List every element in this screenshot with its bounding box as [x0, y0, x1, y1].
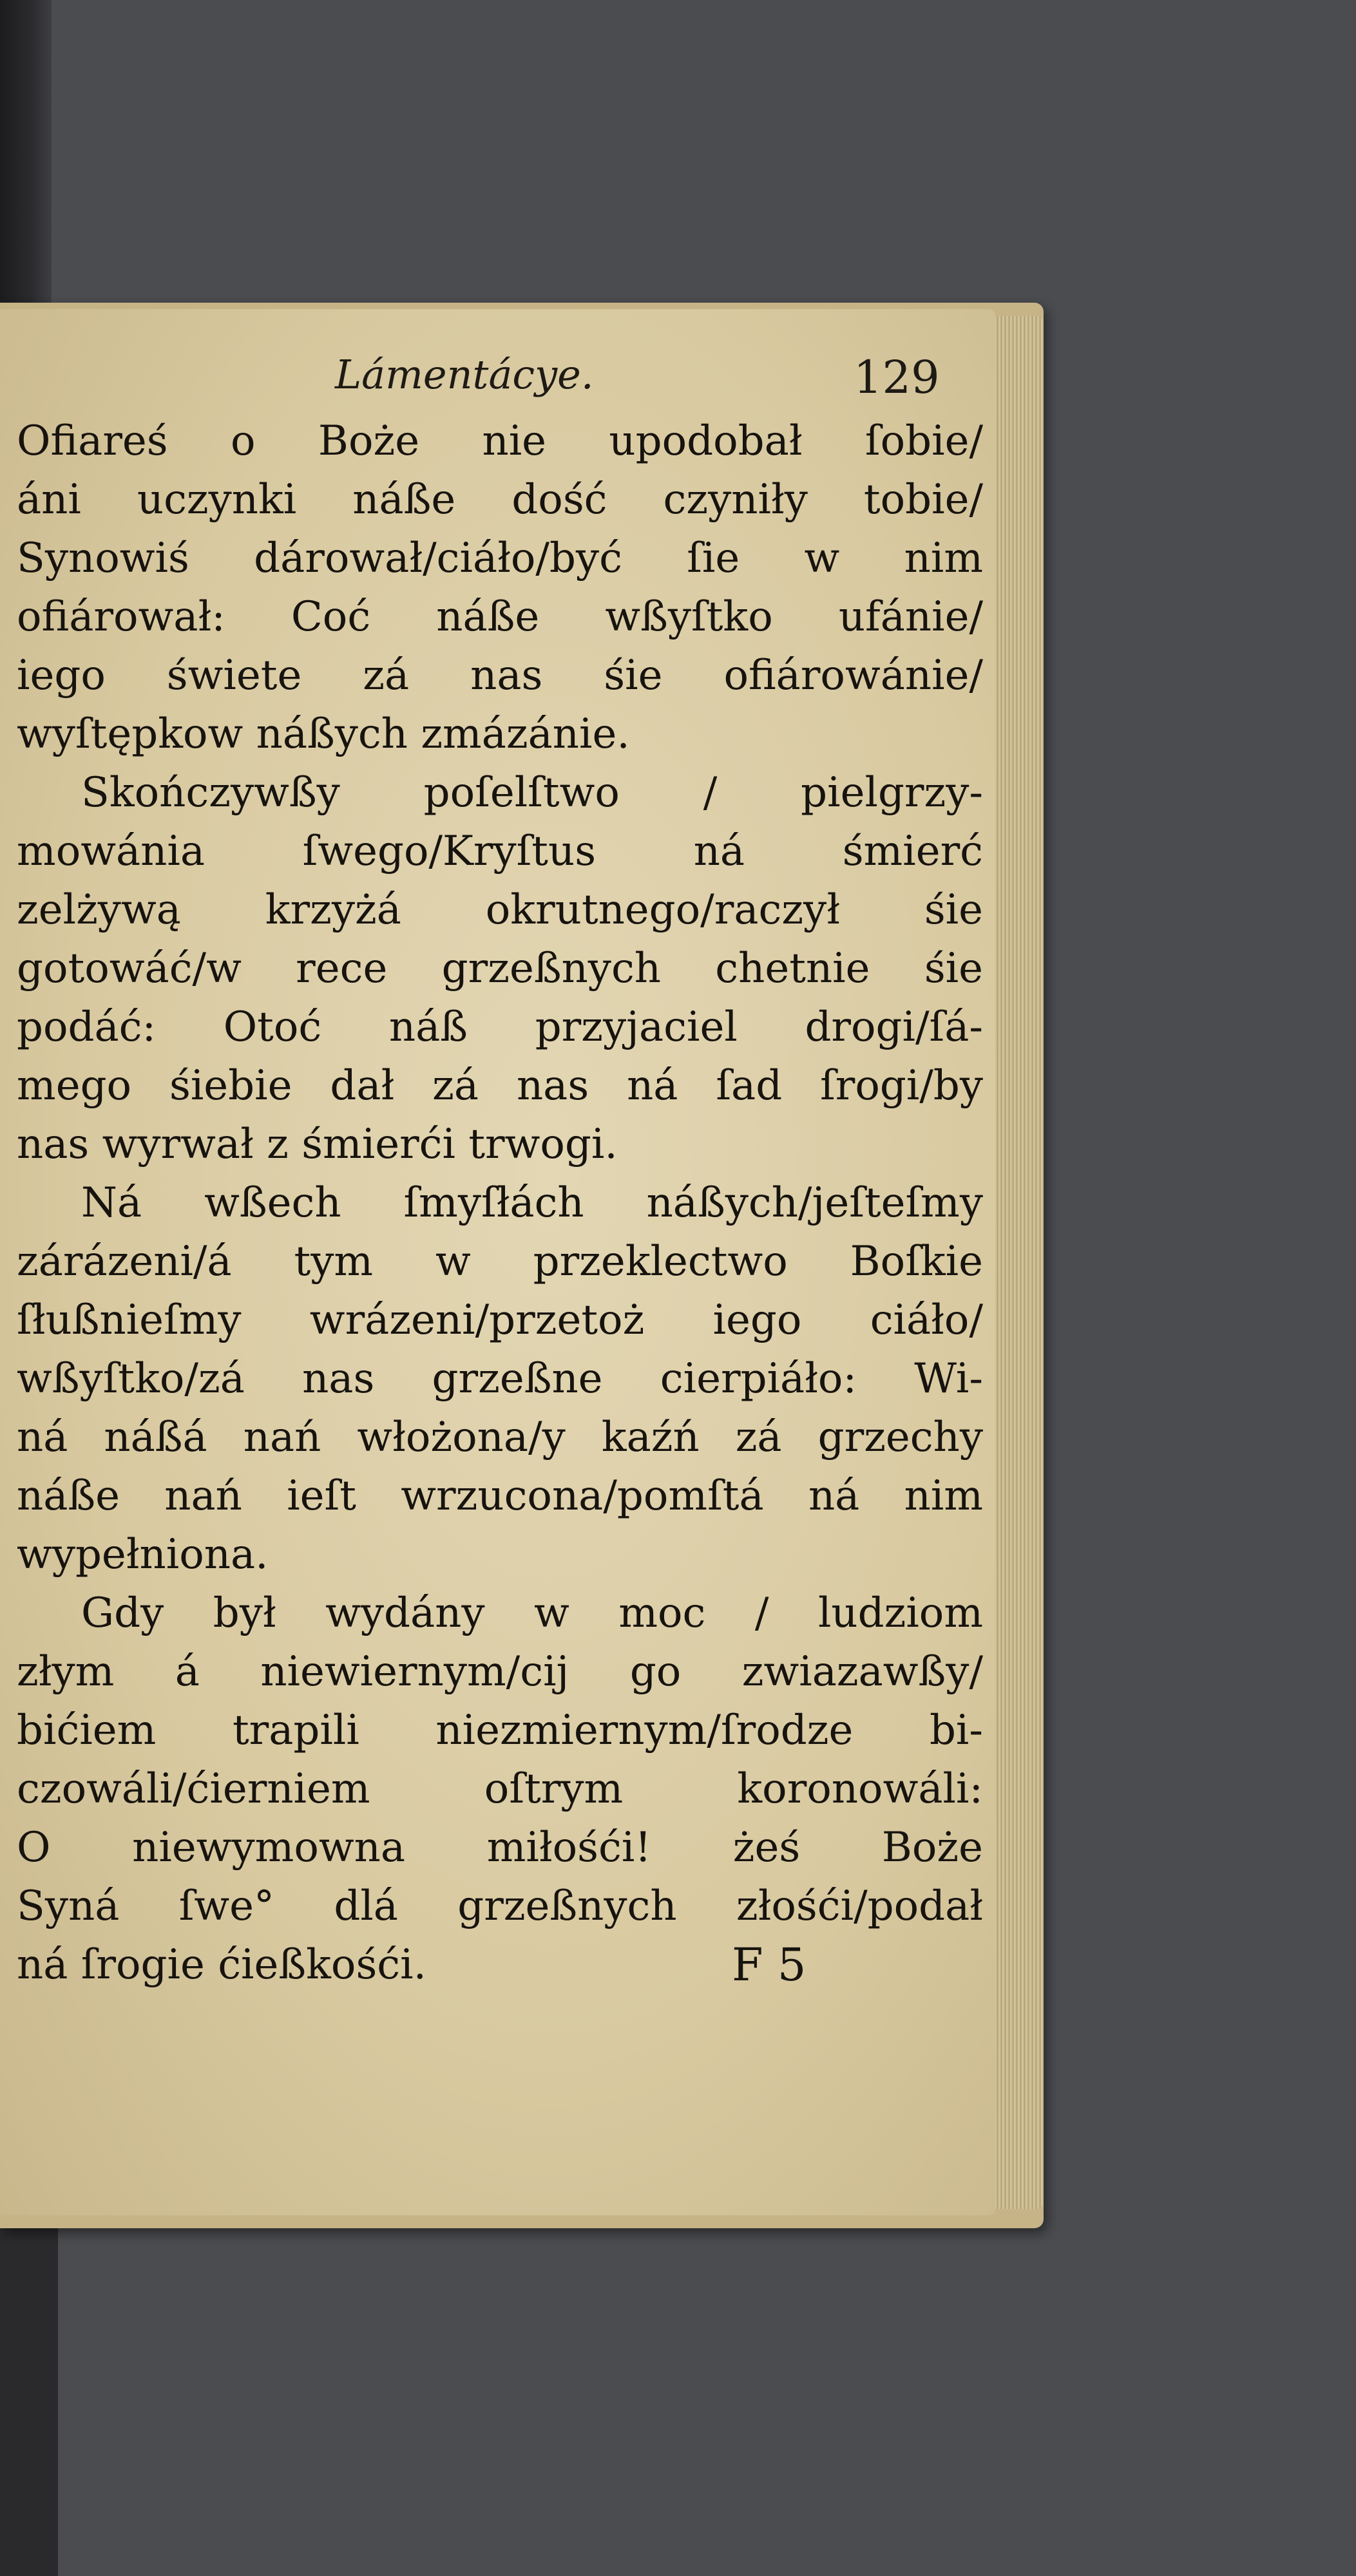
text-line: O niewymowna miłośći! żeś Boże — [17, 1824, 983, 1871]
page-header — [0, 351, 995, 409]
text-line: nas wyrwał z śmierći trwogi. — [17, 1121, 618, 1168]
text-line: Ná wßech ſmyſłách náßych/jeſteſmy — [81, 1179, 983, 1227]
text-line: zelżywą krzyżá okrutnego/raczył śie — [17, 886, 983, 934]
final-line — [17, 1936, 983, 1994]
text-line: wßyſtko/zá nas grzeßne cierpiáło: Wi- — [17, 1355, 983, 1403]
text-line: wyſtępkow náßych zmázánie. — [17, 710, 630, 758]
text-line: iego świete zá nas śie ofiárowánie/ — [17, 652, 983, 699]
text-line: wypełniona. — [17, 1531, 269, 1578]
text-line: gotowáć/w rece grzeßnych chetnie śie — [17, 945, 983, 992]
text-line: mowánia ſwego/Kryſtus ná śmierć — [17, 828, 983, 875]
page-number: 129 — [854, 351, 940, 404]
text-line: ofiárował: Coć náße wßyſtko ufánie/ — [17, 593, 983, 641]
text-line: zárázeni/á tym w przeklectwo Boſkie — [17, 1238, 983, 1285]
text-line: Synowiś dárował/ciáło/być ſie w nim — [17, 535, 983, 582]
text-line: ná náßá nań włożona/y kaźń zá grzechy — [17, 1414, 983, 1461]
book-cover-edge — [0, 2190, 58, 2576]
text-line: Gdy był wydány w moc / ludziom — [81, 1589, 983, 1637]
signature-mark: F 5 — [732, 1938, 807, 1991]
body-text — [17, 412, 983, 1994]
text-line: Syná ſwe° dlá grzeßnych złośći/podał — [17, 1882, 983, 1930]
text-line: mego śiebie dał zá nas ná ſad ſrogi/by — [17, 1062, 983, 1110]
running-title: Lámentácye. — [335, 351, 594, 398]
text-line: podáć: Otoć náß przyjaciel drogi/ſá- — [17, 1003, 983, 1051]
text-line: ná ſrogie ćießkośći. — [17, 1941, 426, 1989]
text-line: náße nań ieſt wrzucona/pomſtá ná nim — [17, 1472, 983, 1520]
text-line: bićiem trapili niezmiernym/ſrodze bi- — [17, 1707, 983, 1754]
text-line: ſłußnieſmy wrázeni/przetoż iego ciáło/ — [17, 1296, 983, 1344]
text-line: czowáli/ćierniem oſtrym koronowáli: — [17, 1765, 983, 1813]
text-line: áni uczynki náße dość czyniły tobie/ — [17, 476, 983, 524]
text-line: Skończywßy poſelſtwo / pielgrzy- — [81, 769, 983, 817]
text-line: Ofiareś o Boże nie upodobał ſobie/ — [17, 417, 983, 465]
text-line: złym á niewiernym/cij go zwiazawßy/ — [17, 1648, 983, 1696]
